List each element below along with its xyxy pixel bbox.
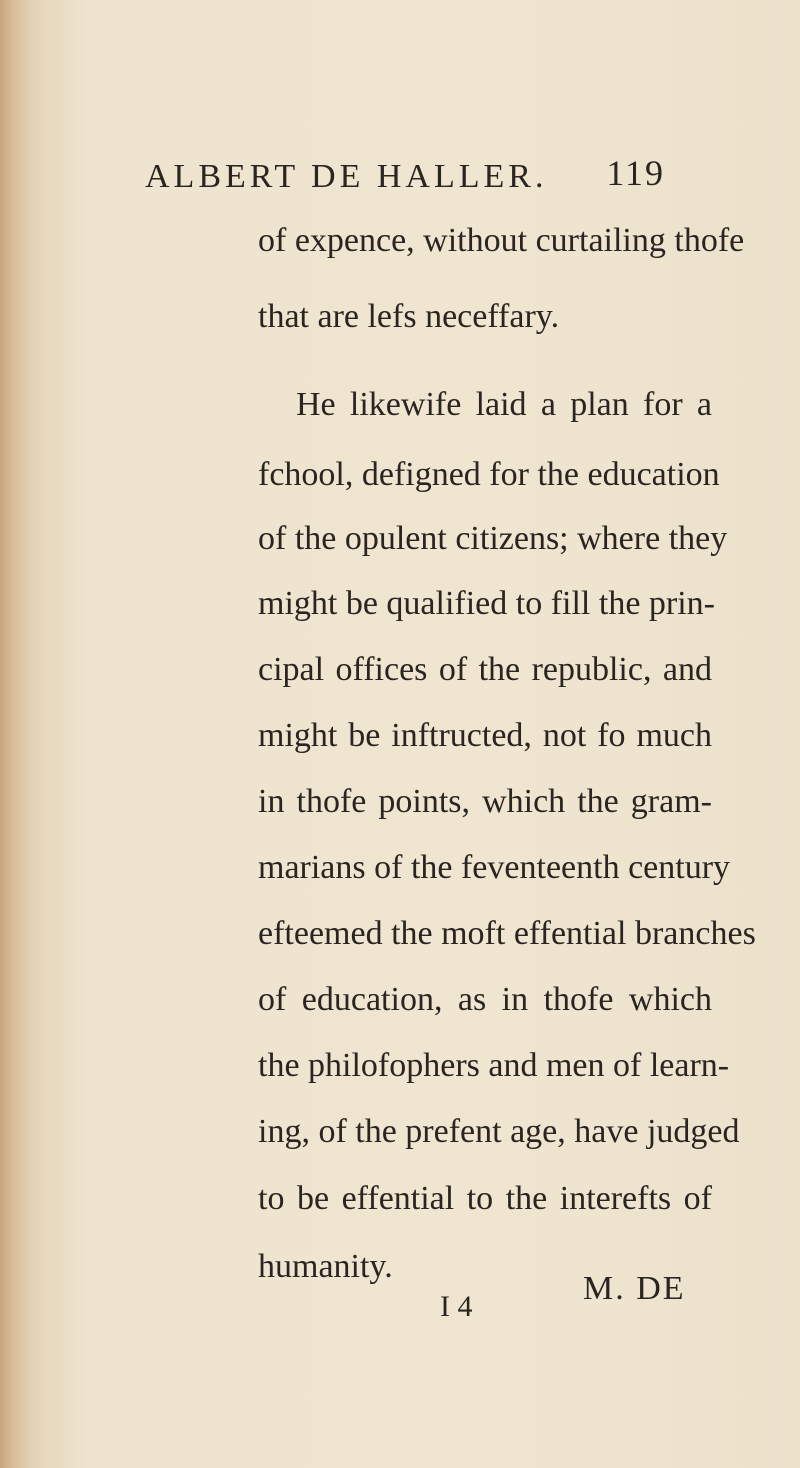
text-line: humanity. bbox=[258, 1248, 393, 1285]
text-line: to be effential to the interefts of bbox=[258, 1180, 712, 1217]
text-line: the philofophers and men of learn- bbox=[258, 1047, 730, 1084]
catchword: M. DE bbox=[583, 1270, 686, 1307]
text-line: might be inftructed, not fo much bbox=[258, 717, 712, 754]
text-line: that are lefs neceffary. bbox=[258, 298, 560, 335]
text-line: ing, of the prefent age, have judged bbox=[258, 1113, 740, 1150]
running-head bbox=[145, 153, 665, 198]
page-edge bbox=[0, 0, 30, 1468]
text-line: in thofe points, which the gram- bbox=[258, 783, 712, 820]
text-line: of the opulent citizens; where they bbox=[258, 520, 728, 557]
signature-mark: I 4 bbox=[440, 1290, 473, 1323]
text-line: of expence, without curtailing thofe bbox=[258, 222, 745, 259]
text-line: cipal offices of the republic, and bbox=[258, 651, 712, 688]
text-line: He likewife laid a plan for a bbox=[296, 386, 712, 423]
page-number: 119 bbox=[606, 153, 665, 193]
text-line: marians of the feventeenth century bbox=[258, 849, 731, 886]
running-title: ALBERT DE HALLER. bbox=[145, 158, 548, 195]
text-line: might be qualified to fill the prin- bbox=[258, 585, 716, 622]
text-line: efteemed the moft effential branches bbox=[258, 915, 756, 952]
text-line: of education, as in thofe which bbox=[258, 981, 712, 1018]
text-line: fchool, defigned for the education bbox=[258, 456, 720, 493]
